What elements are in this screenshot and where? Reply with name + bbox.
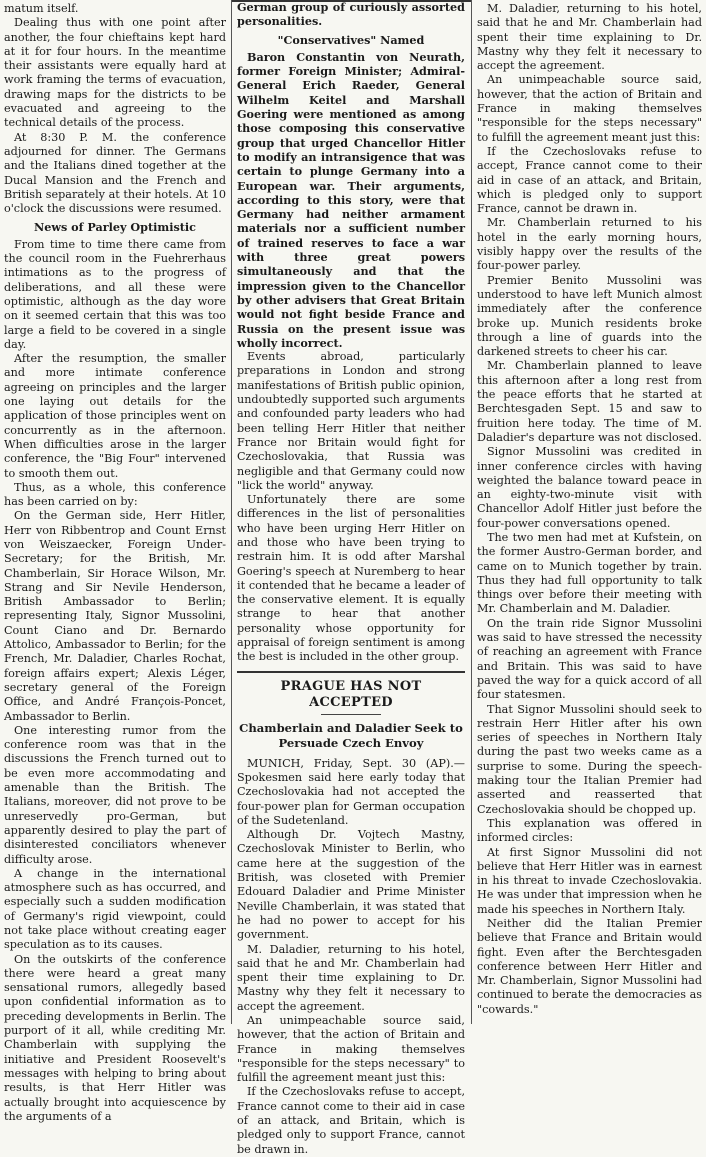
paragraph-bold: Baron Constantin von Neurath, former Foreign Minister; Admiral-General Erich Raeder, General Wilhelm Keitel and Marshall Goering were mentioned as among those composing this conservative group that urged Chancellor Hitler to modify an intransigence that was certain to plunge Germany into a European war. Their arguments, according to this story, were that Germany had neither armament materials nor a sufficient number of trained reserves to face a war with three great powers simultaneously and that the impression given to the Chancellor by other advisers that Great Britain would not fight beside France and Russia on the present issue was wholly incorrect.	[237, 49, 465, 350]
paragraph: On the outskirts of the conference there were heard a great many sensational rumors, allegedly based upon confidential information as to preceding developments in Berlin. The purport of it all, while crediting Mr. Chamberlain with supplying the initiative and President Roosevelt's messages with helping to bring about results, is that Herr Hitler was actually brought into acquiescence by the arguments of a	[4, 952, 226, 1123]
paragraph: From time to time there came from the council room in the Fuehrerhaus intimations as to the progress of deliberations, and all these were optimistic, although as the day wore on it seemed certain that this was too large a field to be covered in a single day.	[4, 237, 226, 351]
paragraph: At first Signor Mussolini did not believe that Herr Hitler was in earnest in his threat to invade Czechoslovakia. He was under that impression when he made his speeches in Northern Italy.	[477, 845, 702, 916]
subheadline-line-2: Persuade Czech Envoy	[278, 735, 424, 750]
headline-divider	[321, 714, 381, 715]
paragraph: An unimpeachable source said, however, that the action of Britain and France in making themselves "responsible for the steps necessary" to fulfill the agreement meant just this:	[477, 73, 702, 144]
subheading-parley-optimistic: News of Parley Optimistic	[34, 220, 196, 235]
paragraph: Signor Mussolini was credited in inner conference circles with having weighted the balance toward peace in an eighty-two-minute visit with Chancellor Adolf Hitler just before the four-power conversations opened.	[477, 445, 702, 530]
subheadline	[237, 721, 465, 751]
paragraph: Although Dr. Vojtech Mastny, Czechoslovak Minister to Berlin, who came here at the suggestion of the British, was closeted with Premier Edouard Daladier and Prime Minister Neville Chamberlain, it was stated that he had no power to accept for his government.	[237, 828, 465, 942]
paragraph: At 8:30 P. M. the conference adjourned for dinner. The Germans and the Italians dined together at the Ducal Mansion and the French and British separately at their hotels. At 10 o'clock the discussions were resumed.	[4, 130, 226, 216]
paragraph: Mr. Chamberlain planned to leave this afternoon after a long rest from the peace efforts that he started at Berchtesgaden Sept. 15 and saw to fruition here today. The time of M. Daladier's departure was not disclosed.	[477, 359, 702, 444]
paragraph: Mr. Chamberlain returned to his hotel in the early morning hours, visibly happy over the results of the four-power parley.	[477, 216, 702, 273]
paragraph: M. Daladier, returning to his hotel, said that he and Mr. Chamberlain had spent their time explaining to Dr. Mastny why they felt it necessary to accept the agreement.	[237, 942, 465, 1013]
paragraph: A change in the international atmosphere such as has occurred, and especially such a sudden modification of Germany's rigid viewpoint, could not take place without creating eager speculation as to its causes.	[4, 866, 226, 952]
paragraph: One interesting rumor from the conference room was that in the discussions the French turned out to be even more accommodating and amenable than the British. The Italians, moreover, did not prove to be unreservedly pro-German, but apparently desired to play the part of disinterested conciliators whenever difficulty arose.	[4, 723, 226, 866]
paragraph: This explanation was offered in informed circles:	[477, 816, 702, 845]
paragraph: Premier Benito Mussolini was understood to have left Munich almost immediately after the conference broke up. Munich residents broke through a line of guards into the darkened streets to cheer his car.	[477, 273, 702, 359]
paragraph: The two men had met at Kufstein, on the former Austro-German border, and came on to Munich together by train. Thus they had full opportunity to talk things over before their meeting with Mr. Chamberlain and M. Daladier.	[477, 530, 702, 616]
paragraph: matum itself.	[4, 2, 79, 15]
paragraph: An unimpeachable source said, however, that the action of Britain and France in making themselves "responsible for the steps necessary" to fulfill the agreement meant just this:	[237, 1014, 465, 1085]
paragraph: Events abroad, particularly preparations in London and strong manifestations of British public opinion, undoubtedly supported such arguments and confounded party leaders who had been telling Herr Hitler that neither France nor Britain would fight for Czechoslovakia, that Russia was negligible and that Germany could now "lick the world" anyway.	[237, 350, 465, 492]
paragraph: Unfortunately there are some differences in the list of personalities who have been urging Herr Hitler on and those who have been trying to restrain him. It is odd after Marshal Goering's speech at Nuremberg to hear it contended that he became a leader of the conservative element. It is equally strange to hear that another personality whose opportunity for appraisal of foreign sentiment is among the best is included in the other group.	[237, 493, 465, 664]
paragraph: MUNICH, Friday, Sept. 30 (AP).—Spokesmen said here early today that Czechoslovakia had not accepted the four-power plan for German occupation of the Sudetenland.	[237, 756, 465, 827]
paragraph: After the resumption, the smaller and more intimate conference agreeing on principles and the larger one laying out details for the application of those principles went on concurrently as in the afternoon. When difficulties arose in the larger conference, the "Big Four" intervened to smooth them out.	[4, 352, 226, 480]
column-rule-right	[471, 0, 472, 1024]
paragraph: If the Czechoslovaks refuse to accept, France cannot come to their aid in case of an attack, and Britain, which is pledged only to support France, cannot be drawn in.	[477, 144, 702, 216]
subheadline-line-1: Chamberlain and Daladier Seek to	[239, 720, 463, 735]
subheading-conservatives-named: "Conservatives" Named	[277, 32, 425, 47]
paragraph: On the train ride Signor Mussolini was said to have stressed the necessity of reaching an agreement with France and Britain. This was said to have paved the way for a quick accord of all four statesmen.	[477, 616, 702, 702]
paragraph: Dealing thus with one point after another, the four chieftains kept hard at it for four hours. In the meantime their assistants were equally hard at work framing the terms of evacuation, drawing maps for the districts to be evacuated and agreeing to the technical details of the process.	[4, 16, 226, 130]
article-column-1	[4, 0, 226, 1123]
paragraph: German group of curiously assorted personalities.	[237, 0, 465, 29]
article-column-2	[237, 0, 465, 1156]
column-rule-left	[231, 0, 232, 1024]
paragraph: Neither did the Italian Premier believe that France and Britain would fight. Even after the Berchtesgaden conference between Herr Hitler and Mr. Chamberlain, Signor Mussolini had continued to berate the democracies as "cowards."	[477, 917, 702, 1016]
paragraph: M. Daladier, returning to his hotel, said that he and Mr. Chamberlain had spent their time explaining to Dr. Mastny why they felt it necessary to accept the agreement.	[477, 2, 702, 73]
headline-prague-not-accepted: PRAGUE HAS NOT ACCEPTED	[237, 671, 465, 711]
paragraph: That Signor Mussolini should seek to restrain Herr Hitler after his own series of speeches in Northern Italy during the past two weeks came as a surprise to some. During the speech-making tour the Italian Premier had asserted and reasserted that Czechoslovakia should be chopped up.	[477, 702, 702, 816]
article-column-3	[477, 0, 702, 1024]
paragraph: If the Czechoslovaks refuse to accept, France cannot come to their aid in case of an attack, and Britain, which is pledged only to support France, cannot be drawn in.	[237, 1085, 465, 1156]
paragraph: On the German side, Herr Hitler, Herr von Ribbentrop and Count Ernst von Weiszaecker, Foreign Under-Secretary; for the British, Mr. Chamberlain, Sir Horace Wilson, Mr. Strang and Sir Nevile Henderson, British Ambassador to Berlin; representing Italy, Signor Mussolini, Count Ciano and Dr. Bernardo Attolico, Ambassador to Berlin; for the French, Mr. Daladier, Charles Rochat, foreign affairs expert; Alexis Léger, secretary general of the Foreign Office, and André François-Poncet, Ambassador to Berlin.	[4, 509, 226, 723]
paragraph: Thus, as a whole, this conference has been carried on by:	[4, 480, 226, 509]
